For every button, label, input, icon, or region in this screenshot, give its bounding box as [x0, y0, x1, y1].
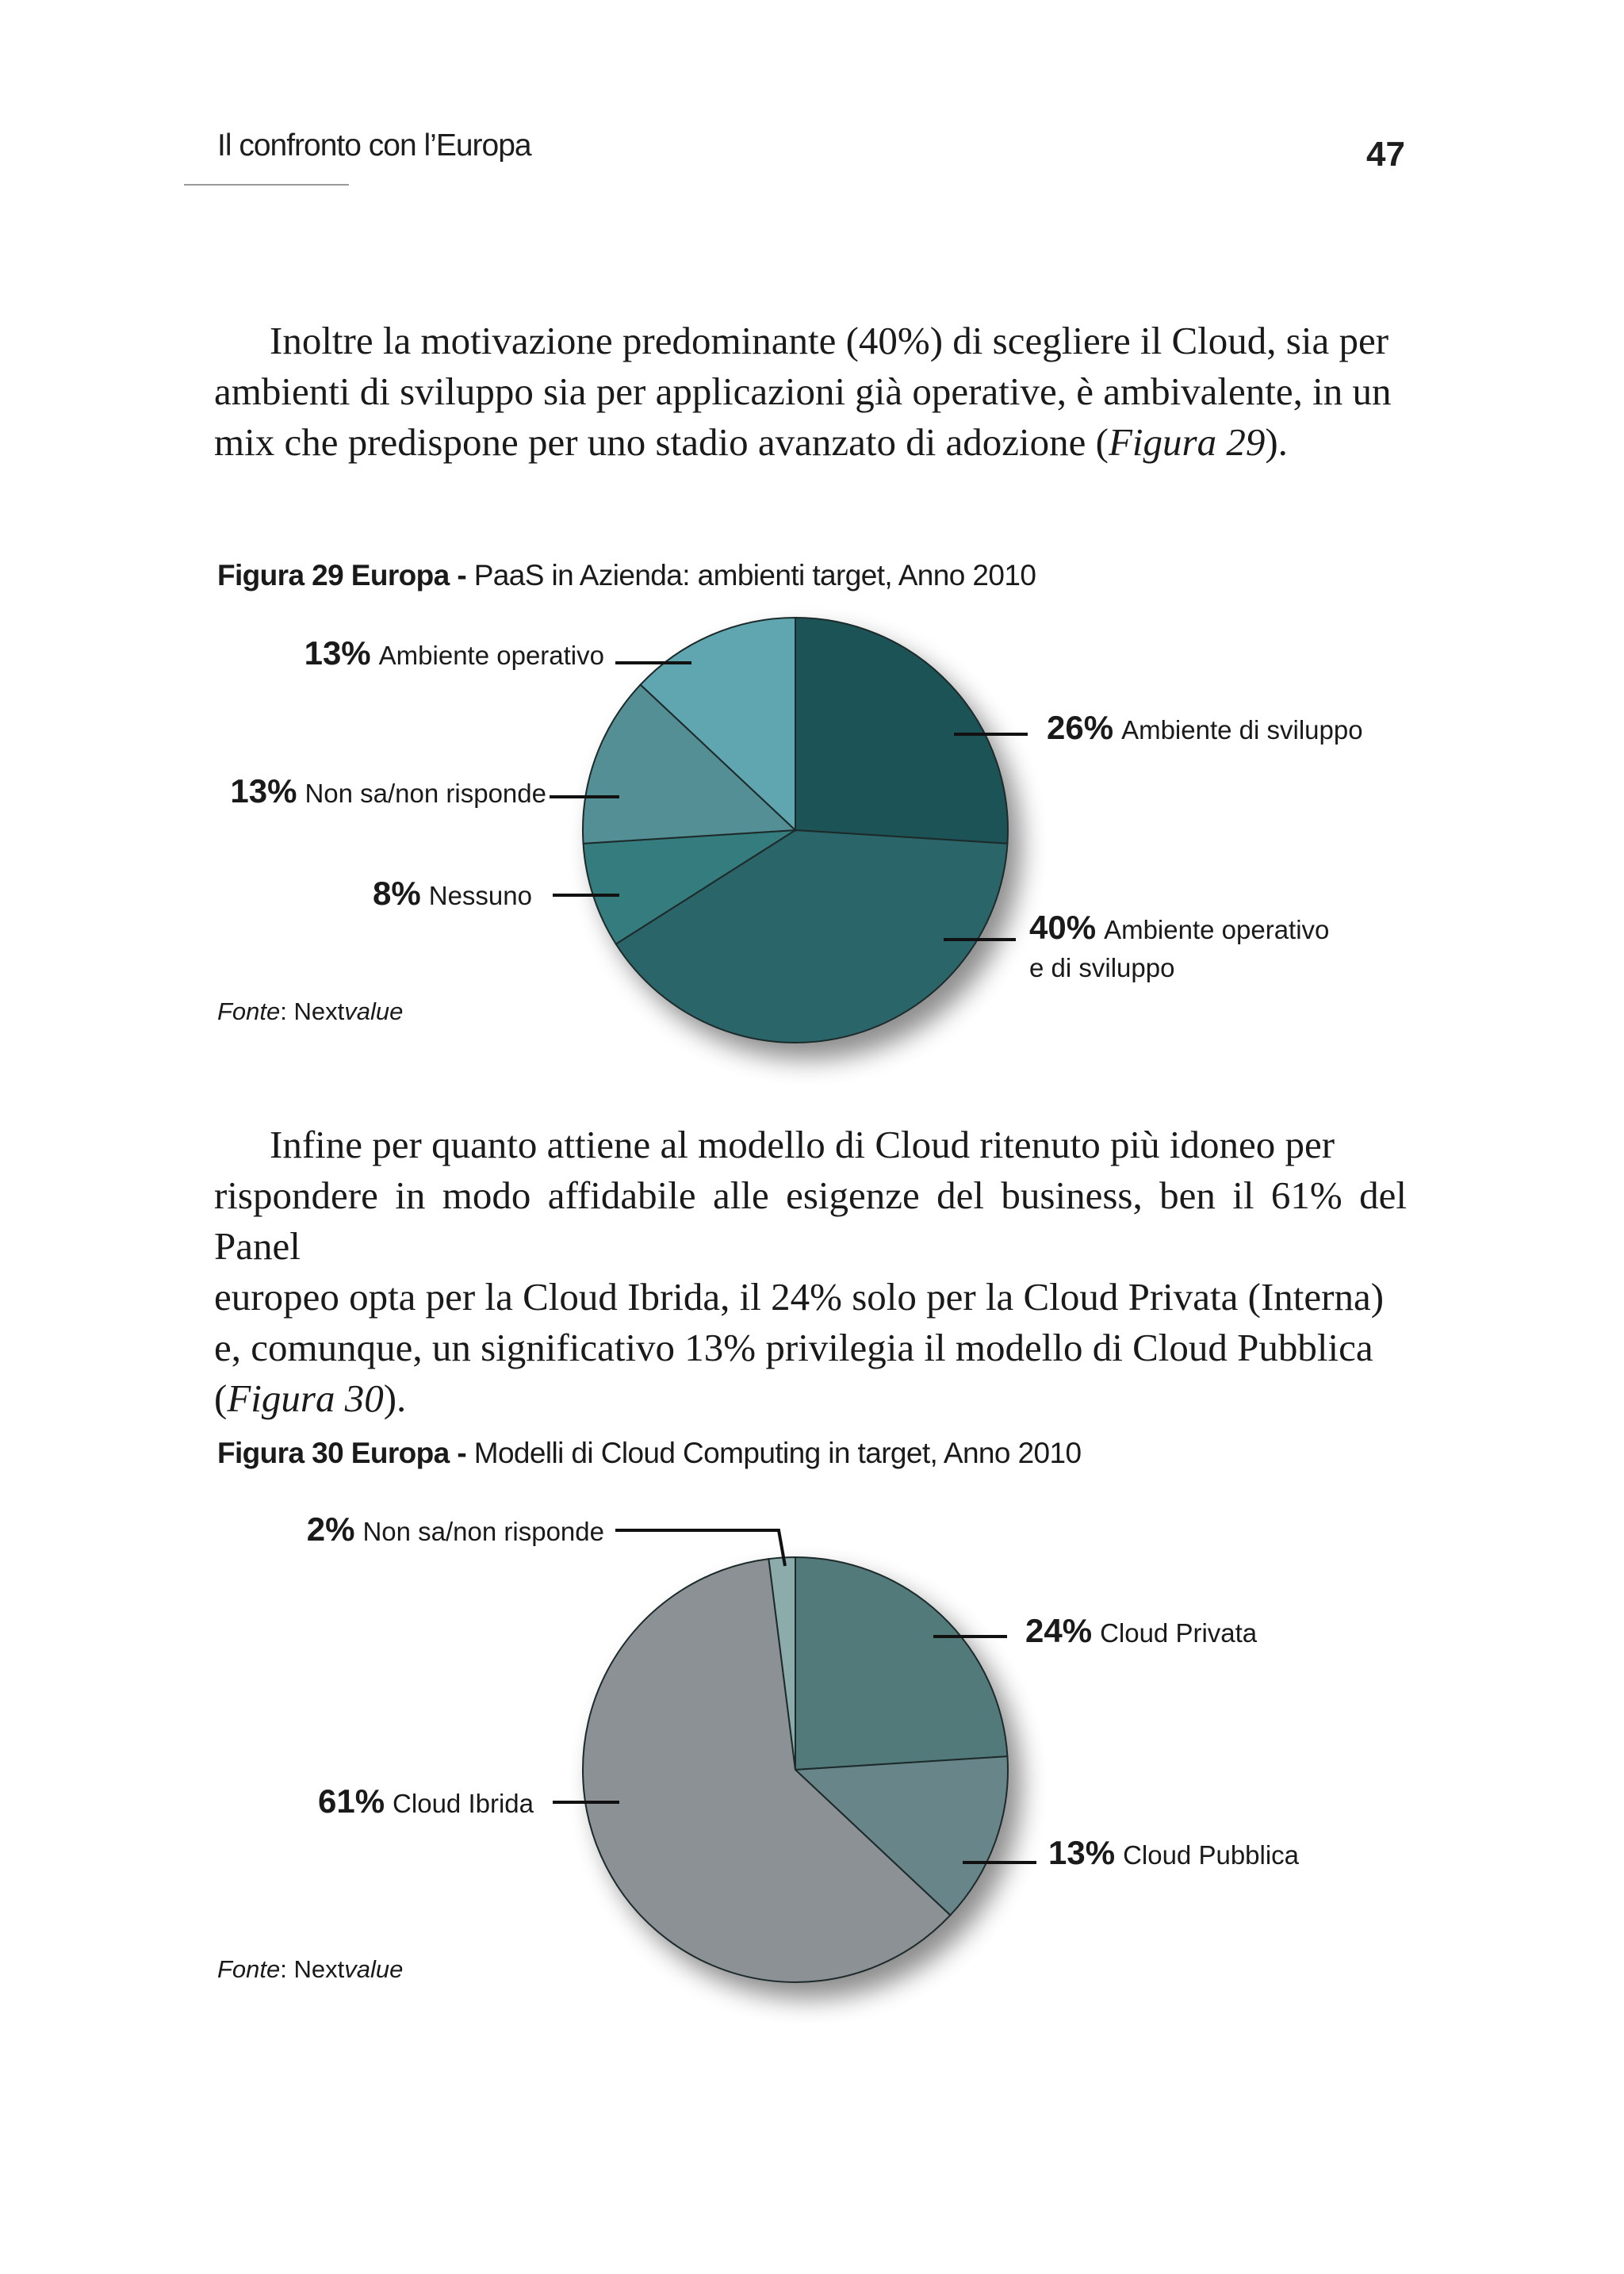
figure-30-pie — [307, 1510, 1300, 1982]
figure-29-caption: Figura 29 Europa - PaaS in Azienda: ambienti target, Anno 2010 — [217, 559, 1036, 591]
pie-slice-1 — [795, 618, 1008, 844]
paragraph-1-line-3: mix che predispone per uno stadio avanzato di adozione (Figura 29). — [214, 420, 1288, 464]
slice-percent: 2% — [306, 1510, 355, 1548]
slice-label — [304, 634, 604, 672]
page-number: 47 — [1366, 135, 1405, 174]
slice-label — [307, 1510, 604, 1548]
paragraph-2-line-3: europeo opta per la Cloud Ibrida, il 24% solo per la Cloud Privata (Interna) — [214, 1275, 1385, 1319]
slice-label-text: Cloud Pubblica — [1123, 1840, 1300, 1870]
running-header: Il confronto con l’Europa — [217, 128, 531, 163]
figure-reference: Figura 29 — [1108, 420, 1266, 464]
figure-30-caption: Figura 30 Europa - Modelli di Cloud Computing in target, Anno 2010 — [217, 1437, 1082, 1469]
pie-slices — [583, 1557, 1008, 1982]
paragraph-1-line-2: ambienti di sviluppo sia per applicazioni già operative, è ambivalente, in un — [214, 369, 1392, 413]
slice-label-text: Ambiente di sviluppo — [1121, 715, 1363, 745]
slice-label-text: Non sa/non risponde — [362, 1517, 604, 1546]
slice-label-text: Cloud Ibrida — [393, 1789, 534, 1818]
slice-label-text: Cloud Privata — [1100, 1618, 1258, 1648]
slice-label — [1029, 909, 1329, 946]
paragraph-2-line-5: (Figura 30). — [214, 1376, 407, 1420]
slice-percent: 13% — [230, 772, 297, 810]
slice-label-text: Non sa/non risponde — [304, 779, 546, 808]
slice-percent: 26% — [1047, 709, 1114, 746]
slice-label — [1048, 1834, 1300, 1871]
slice-label — [373, 875, 532, 912]
pie-slices — [583, 618, 1008, 1043]
pie-slice-1 — [795, 1557, 1007, 1770]
slice-label — [318, 1782, 534, 1820]
slice-percent: 13% — [304, 634, 371, 672]
figure-reference: Figura 30 — [227, 1376, 384, 1420]
slice-percent: 40% — [1029, 909, 1097, 946]
slice-percent: 13% — [1048, 1834, 1116, 1871]
figure-30-source: Fonte: Nextvalue — [217, 1955, 404, 1983]
slice-label-text: Ambiente operativo — [1104, 915, 1330, 944]
slice-percent: 8% — [373, 875, 421, 912]
figure-29-pie — [230, 618, 1362, 1043]
slice-label-text: Ambiente operativo — [378, 641, 604, 670]
paragraph-2-line-4: e, comunque, un significativo 13% privilegia il modello di Cloud Pubblica — [214, 1326, 1373, 1369]
slice-label-text: Nessuno — [428, 881, 532, 910]
slice-percent: 24% — [1025, 1612, 1093, 1649]
figure-29-source: Fonte: Nextvalue — [217, 997, 404, 1025]
paragraph-1-line-1: Inoltre la motivazione predominante (40%) di scegliere il Cloud, sia per — [270, 319, 1389, 362]
slice-label — [1047, 709, 1363, 746]
paragraph-2-line-1: Infine per quanto attiene al modello di Cloud ritenuto più idoneo per — [270, 1123, 1335, 1166]
slice-label-line-2: e di sviluppo — [1029, 953, 1175, 982]
slice-label — [230, 772, 546, 810]
slice-percent: 61% — [317, 1782, 385, 1820]
slice-label — [1025, 1612, 1258, 1649]
paragraph-2-line-2: rispondere in modo affidabile alle esigenze del business, ben il 61% del Panel — [214, 1173, 1407, 1268]
